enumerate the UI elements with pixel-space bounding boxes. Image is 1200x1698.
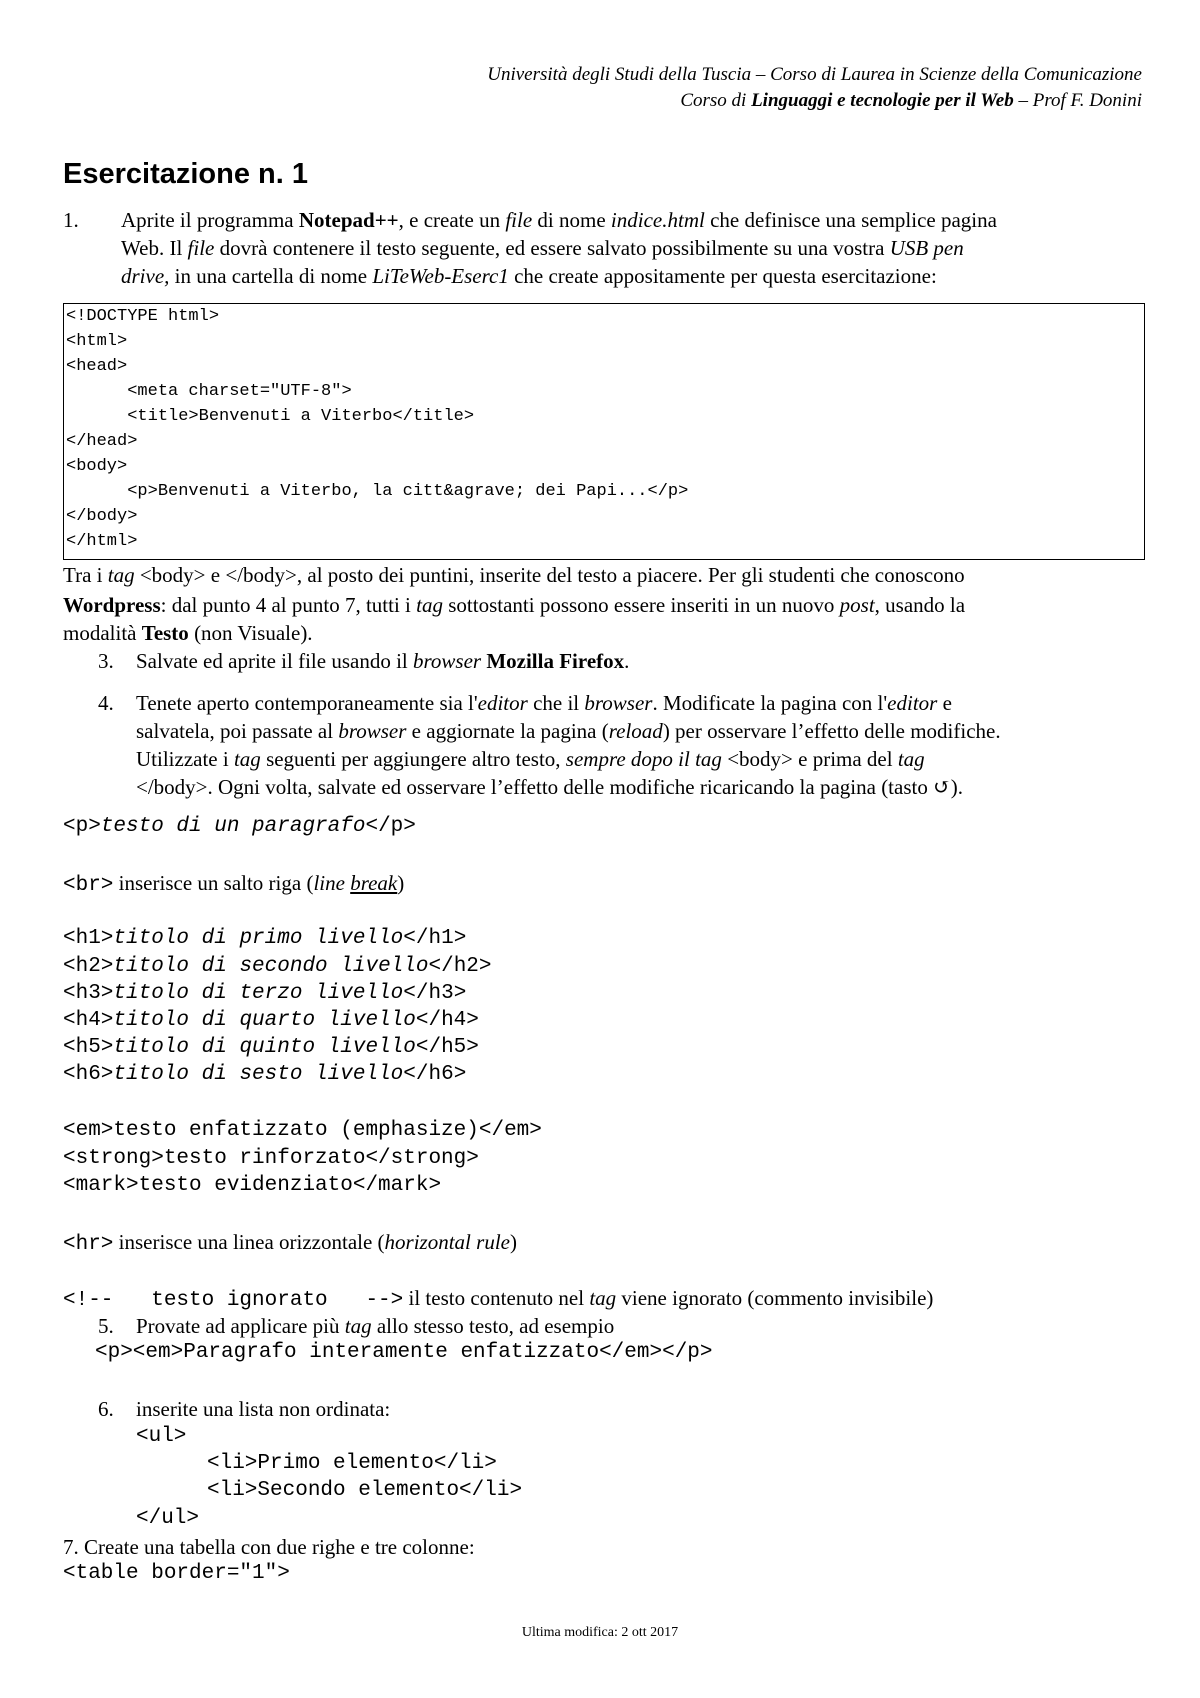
tag-mark-example: <mark>testo evidenziato</mark> xyxy=(63,1174,442,1197)
item-5-text: Provate ad applicare più tag allo stesso testo, ad esempio xyxy=(136,1314,615,1338)
item-6-li-2: <li>Secondo elemento</li> xyxy=(207,1479,523,1502)
page-header xyxy=(487,62,1142,114)
item-3-number: 3. xyxy=(98,649,114,673)
header-university: Università degli Studi della Tuscia – Corso di Laurea in Scienze della Comunicazione xyxy=(487,64,1142,85)
item-3-text: Salvate ed aprite il file usando il browser Mozilla Firefox. xyxy=(136,649,630,673)
tag-h2-example: <h2>titolo di secondo livello</h2> xyxy=(63,955,492,978)
code-line: </body> xyxy=(66,507,138,526)
code-line: <!DOCTYPE html> xyxy=(66,307,220,326)
item-4-line-4: </body>. Ogni volta, salvate ed osservare l’effetto delle modifiche ricaricando la pagina (tasto ↺). xyxy=(136,775,963,799)
tag-strong-example: <strong>testo rinforzato</strong> xyxy=(63,1147,479,1170)
item-7-text: 7. Create una tabella con due righe e tre colonne: xyxy=(63,1535,475,1559)
code-line: <body> xyxy=(66,457,128,476)
code-line: <p>Benvenuti a Viterbo, la citt&agrave; dei Papi...</p> xyxy=(66,482,689,501)
after-code-line-2: Wordpress: dal punto 4 al punto 7, tutti i tag sottostanti possono essere inseriti in un nuovo post, usando la xyxy=(63,593,966,617)
tag-comment-example: <!-- testo ignorato --> il testo contenuto nel tag viene ignorato (commento invisibile) xyxy=(63,1286,934,1312)
tag-h5-example: <h5>titolo di quinto livello</h5> xyxy=(63,1036,479,1059)
after-code-line-1: Tra i tag <body> e </body>, al posto dei puntini, inserite del testo a piacere. Per gli studenti che conoscono xyxy=(63,563,965,587)
item-6-ul-open: <ul> xyxy=(136,1425,187,1448)
code-line: <meta charset="UTF-8"> xyxy=(66,382,352,401)
page-footer: Ultima modifica: 2 ott 2017 xyxy=(521,1625,679,1640)
tag-hr-example: <hr> inserisce una linea orizzontale (horizontal rule) xyxy=(63,1230,517,1256)
item-1-number: 1. xyxy=(63,208,79,232)
tag-p-example: <p>testo di un paragrafo</p> xyxy=(63,815,416,838)
header-course: Corso di Linguaggi e tecnologie per il Web – Prof F. Donini xyxy=(680,90,1142,111)
code-line: </head> xyxy=(66,432,138,451)
tag-em-example: <em>testo enfatizzato (emphasize)</em> xyxy=(63,1119,542,1142)
item-5-number: 5. xyxy=(98,1314,114,1338)
item-1-line-3: drive, in una cartella di nome LiTeWeb-Eserc1 che create appositamente per questa esercitazione: xyxy=(121,264,937,288)
tag-h3-example: <h3>titolo di terzo livello</h3> xyxy=(63,982,467,1005)
item-1-line-1: Aprite il programma Notepad++, e create un file di nome indice.html che definisce una semplice pagina xyxy=(121,208,997,232)
after-code-line-3: modalità Testo (non Visuale). xyxy=(63,621,313,645)
code-line: <title>Benvenuti a Viterbo</title> xyxy=(66,407,475,426)
item-7-code: <table border="1"> xyxy=(63,1562,290,1585)
item-5-code: <p><em>Paragrafo interamente enfatizzato</em></p> xyxy=(95,1341,713,1364)
page-title: Esercitazione n. 1 xyxy=(63,158,308,190)
tag-br-example: <br> inserisce un salto riga (line break) xyxy=(63,871,405,897)
reload-icon: ↺ xyxy=(933,775,951,799)
tag-h6-example: <h6>titolo di sesto livello</h6> xyxy=(63,1063,467,1086)
item-4-number: 4. xyxy=(98,691,114,715)
code-line: <head> xyxy=(66,357,128,376)
code-line: </html> xyxy=(66,532,138,551)
item-4-line-2: salvatela, poi passate al browser e aggiornate la pagina (reload) per osservare l’effetto delle modifiche. xyxy=(136,719,1001,743)
code-box xyxy=(63,303,1145,560)
tag-h1-example: <h1>titolo di primo livello</h1> xyxy=(63,927,467,950)
item-4-line-1: Tenete aperto contemporaneamente sia l'editor che il browser. Modificate la pagina con l'editor e xyxy=(136,691,952,715)
item-6-text: inserite una lista non ordinata: xyxy=(136,1397,391,1421)
tag-h4-example: <h4>titolo di quarto livello</h4> xyxy=(63,1009,479,1032)
item-6-li-1: <li>Primo elemento</li> xyxy=(207,1452,497,1475)
item-1-line-2: Web. Il file dovrà contenere il testo seguente, ed essere salvato possibilmente su una vostra USB pen xyxy=(121,236,964,260)
item-6-number: 6. xyxy=(98,1397,114,1421)
item-4-line-3: Utilizzate i tag seguenti per aggiungere altro testo, sempre dopo il tag <body> e prima del tag xyxy=(136,747,925,771)
item-6-ul-close: </ul> xyxy=(136,1507,200,1530)
code-line: <html> xyxy=(66,332,128,351)
